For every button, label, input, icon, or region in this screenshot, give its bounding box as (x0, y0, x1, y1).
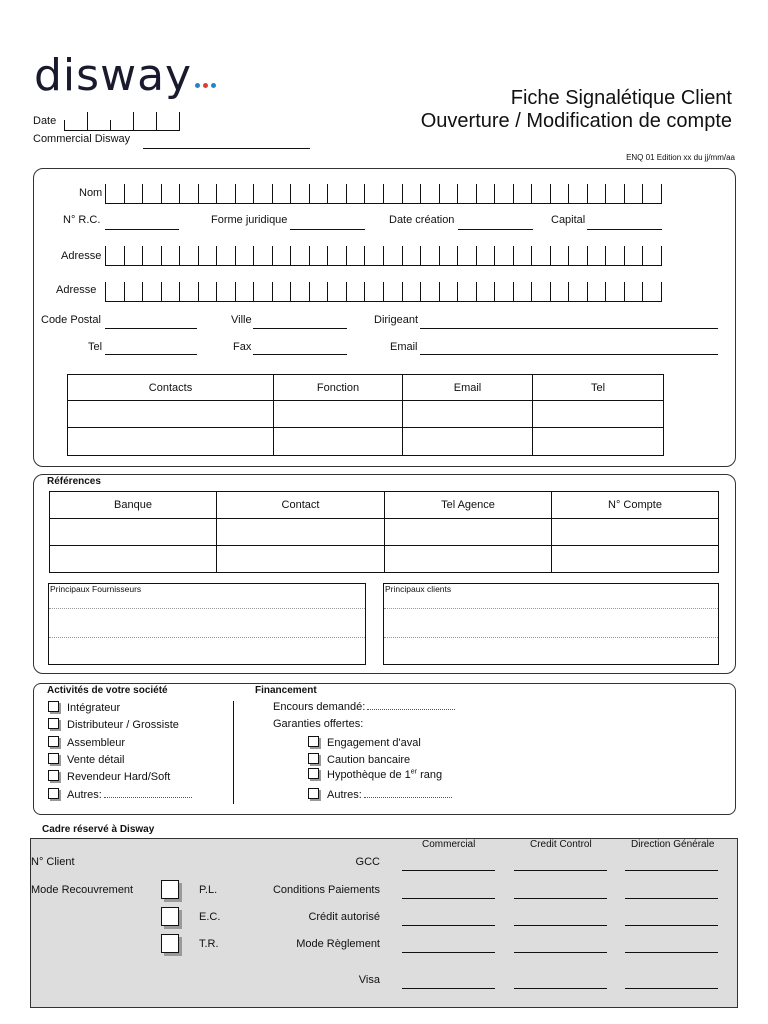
activite-integrateur[interactable]: Intégrateur (48, 701, 120, 714)
banques-table (49, 491, 719, 573)
garanties-label: Garanties offertes: (273, 718, 364, 730)
ville-field[interactable] (253, 328, 347, 329)
date-label: Date (33, 115, 57, 127)
adresse-2-label: Adresse (56, 284, 97, 296)
fax-label: Fax (233, 341, 252, 353)
checkbox[interactable] (48, 770, 59, 781)
fonction-cell[interactable] (274, 401, 403, 428)
n-compte-cell[interactable] (552, 546, 719, 573)
mode-reglement-label: Mode Règlement (296, 938, 380, 950)
signature-line[interactable] (514, 925, 607, 926)
credit-autorise-label: Crédit autorisé (308, 911, 380, 923)
ec-checkbox[interactable] (161, 907, 179, 926)
garantie-autres[interactable]: Autres: (308, 788, 452, 801)
tr-checkbox[interactable] (161, 934, 179, 953)
col-commercial: Commercial (422, 839, 476, 850)
tel-header: Tel (533, 375, 664, 401)
nom-field[interactable] (105, 184, 662, 204)
email-field[interactable] (420, 354, 718, 355)
commercial-label: Commercial Disway (33, 133, 131, 145)
signature-line[interactable] (402, 988, 495, 989)
garantie-caution[interactable]: Caution bancaire (308, 753, 410, 766)
contact-cell[interactable] (68, 401, 274, 428)
ville-label: Ville (231, 314, 252, 326)
capital-field[interactable] (587, 229, 662, 230)
encours-field[interactable] (367, 701, 455, 710)
form-title-1: Fiche Signalétique Client (510, 87, 732, 109)
dirigeant-label: Dirigeant (374, 314, 419, 326)
logo-text: disway (34, 50, 193, 101)
table-row (50, 546, 719, 573)
signature-line[interactable] (625, 898, 718, 899)
banque-cell[interactable] (50, 546, 217, 573)
commercial-field[interactable] (143, 148, 310, 149)
code-postal-label: Code Postal (41, 314, 101, 326)
tel-field[interactable] (105, 354, 197, 355)
adresse-2-field[interactable] (105, 282, 662, 302)
pl-label: P.L. (199, 884, 218, 896)
signature-line[interactable] (625, 952, 718, 953)
capital-label: Capital (551, 214, 586, 226)
references-title: Références (47, 476, 101, 487)
checkbox[interactable] (48, 701, 59, 712)
contact-cell[interactable] (217, 546, 385, 573)
tel-agence-header: Tel Agence (385, 492, 552, 519)
clients-line (384, 608, 718, 609)
signature-line[interactable] (514, 952, 607, 953)
checkbox[interactable] (48, 736, 59, 747)
visa-label: Visa (358, 974, 380, 986)
email-cell[interactable] (403, 401, 533, 428)
rc-field[interactable] (105, 229, 179, 230)
activite-revendeur[interactable]: Revendeur Hard/Soft (48, 770, 170, 783)
fonction-header: Fonction (274, 375, 403, 401)
pl-checkbox[interactable] (161, 880, 179, 899)
fournisseurs-label: Principaux Fournisseurs (50, 584, 142, 594)
email-header: Email (403, 375, 533, 401)
signature-line[interactable] (402, 952, 495, 953)
n-compte-cell[interactable] (552, 519, 719, 546)
email-cell[interactable] (403, 428, 533, 456)
checkbox[interactable] (308, 768, 319, 779)
signature-line[interactable] (514, 988, 607, 989)
tr-label: T.R. (199, 938, 219, 950)
col-direction-generale: Direction Générale (631, 839, 715, 850)
code-postal-field[interactable] (105, 328, 197, 329)
signature-line[interactable] (514, 898, 607, 899)
clients-line (384, 637, 718, 638)
adresse-1-field[interactable] (105, 246, 662, 266)
signature-line[interactable] (625, 988, 718, 989)
email-label: Email (390, 341, 418, 353)
n-compte-header: N° Compte (552, 492, 719, 519)
fonction-cell[interactable] (274, 428, 403, 456)
signature-line[interactable] (625, 925, 718, 926)
table-row (68, 428, 664, 456)
nom-label: Nom (79, 187, 103, 199)
banque-header: Banque (50, 492, 217, 519)
gcc-label: GCC (355, 856, 380, 868)
fournisseurs-line (49, 637, 365, 638)
contact-cell[interactable] (217, 519, 385, 546)
checkbox[interactable] (308, 736, 319, 747)
garantie-aval[interactable]: Engagement d'aval (308, 736, 421, 749)
tel-agence-cell[interactable] (385, 519, 552, 546)
logo-dots (192, 50, 216, 101)
forme-juridique-field[interactable] (290, 229, 365, 230)
conditions-paiements-label: Conditions Paiements (272, 884, 380, 896)
checkbox[interactable] (308, 788, 319, 799)
fournisseurs-line (49, 608, 365, 609)
banque-cell[interactable] (50, 519, 217, 546)
fournisseurs-box[interactable] (48, 583, 366, 665)
activite-autres[interactable]: Autres: (48, 788, 192, 801)
signature-line[interactable] (402, 870, 495, 871)
contacts-header: Contacts (68, 375, 274, 401)
garantie-autres-field[interactable] (364, 789, 452, 798)
activite-vente-detail[interactable]: Vente détail (48, 753, 125, 766)
forme-juridique-label: Forme juridique (211, 214, 288, 226)
autres-field[interactable] (104, 789, 192, 798)
dirigeant-field[interactable] (420, 328, 718, 329)
divider (233, 701, 234, 804)
table-row (68, 401, 664, 428)
activite-distributeur[interactable]: Distributeur / Grossiste (48, 718, 179, 731)
table-row (50, 519, 719, 546)
checkbox[interactable] (48, 788, 59, 799)
signature-line[interactable] (402, 925, 495, 926)
checkbox[interactable] (48, 753, 59, 764)
disway-logo (34, 50, 216, 101)
tel-label: Tel (88, 341, 103, 353)
garantie-hypotheque[interactable]: Hypothèque de 1er rang (308, 768, 442, 781)
n-client-label: N° Client (31, 856, 75, 868)
tel-cell[interactable] (533, 428, 664, 456)
adresse-1-label: Adresse (61, 250, 102, 262)
clients-label: Principaux clients (385, 584, 452, 594)
cadre-title: Cadre réservé à Disway (42, 824, 155, 835)
signature-line[interactable] (514, 870, 607, 871)
activites-title: Activités de votre société (47, 685, 168, 696)
ec-label: E.C. (199, 911, 221, 923)
activite-assembleur[interactable]: Assembleur (48, 736, 125, 749)
tel-agence-cell[interactable] (385, 546, 552, 573)
date-creation-label: Date création (389, 214, 455, 226)
edition-ref: ENQ 01 Edition xx du jj/mm/aa (626, 153, 735, 162)
signature-line[interactable] (402, 898, 495, 899)
form-title-2: Ouverture / Modification de compte (420, 110, 732, 132)
tel-cell[interactable] (533, 401, 664, 428)
date-field[interactable] (64, 112, 180, 131)
clients-box[interactable] (383, 583, 719, 665)
rc-label: N° R.C. (63, 214, 101, 226)
contacts-table (67, 374, 664, 456)
fax-field[interactable] (253, 354, 347, 355)
signature-line[interactable] (625, 870, 718, 871)
financement-title: Financement (255, 685, 317, 696)
checkbox[interactable] (48, 718, 59, 729)
col-credit-control: Credit Control (530, 839, 592, 850)
contact-header: Contact (217, 492, 385, 519)
cadre-panel (30, 838, 738, 1008)
date-creation-field[interactable] (458, 229, 533, 230)
encours-demande[interactable]: Encours demandé: (273, 701, 455, 713)
mode-recouvrement-label: Mode Recouvrement (31, 884, 134, 896)
checkbox[interactable] (308, 753, 319, 764)
contact-cell[interactable] (68, 428, 274, 456)
